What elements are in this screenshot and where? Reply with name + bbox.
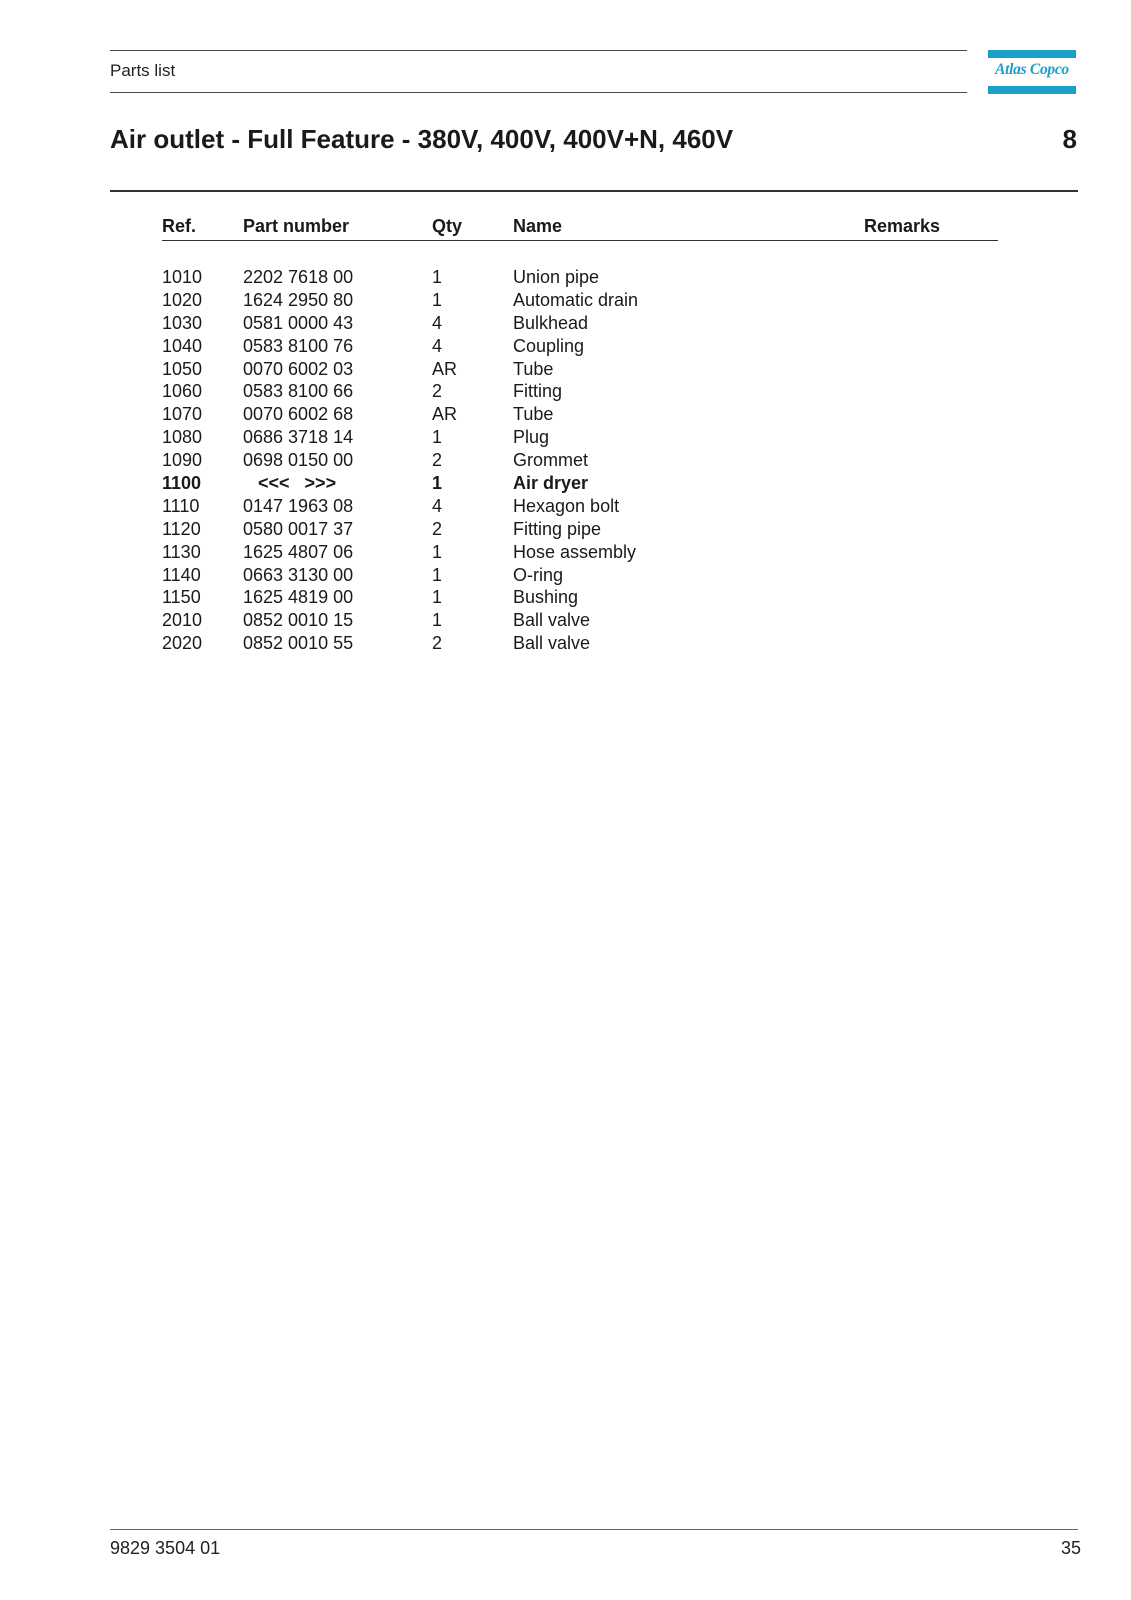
table-row xyxy=(0,449,1131,472)
cell-qty: 2 xyxy=(432,518,443,539)
table-row xyxy=(0,586,1131,609)
table-row xyxy=(0,312,1131,335)
cell-name: Bulkhead xyxy=(513,312,589,333)
cell-name: Automatic drain xyxy=(513,289,639,310)
cell-qty: 4 xyxy=(432,495,443,516)
cell-name: Fitting xyxy=(513,381,563,402)
cell-part-number: 1625 4819 00 xyxy=(243,587,354,608)
cell-ref: 1100 xyxy=(162,473,202,494)
header-bottom-rule xyxy=(110,92,967,93)
table-row xyxy=(0,472,1131,495)
cell-ref: 1090 xyxy=(162,450,203,471)
cell-qty: 1 xyxy=(432,427,443,448)
cell-qty: 2 xyxy=(432,381,443,402)
cell-name: Bushing xyxy=(513,587,579,608)
cell-name: Ball valve xyxy=(513,610,591,631)
cell-name: Coupling xyxy=(513,335,585,356)
document-number: 9829 3504 01 xyxy=(110,1538,221,1558)
cell-part-number: 2202 7618 00 xyxy=(243,267,354,287)
cell-part-number: 1624 2950 80 xyxy=(243,289,354,310)
cell-ref: 1110 xyxy=(162,495,200,516)
cell-qty: 1 xyxy=(432,541,443,562)
logo-top-bar xyxy=(988,50,1076,58)
cell-ref: 1030 xyxy=(162,312,203,333)
header-remarks: Remarks xyxy=(864,216,941,236)
footer-rule xyxy=(110,1529,1078,1530)
header-name: Name xyxy=(513,216,563,236)
cell-ref: 1130 xyxy=(162,541,201,562)
cell-ref: 1060 xyxy=(162,381,203,402)
cell-qty: 1 xyxy=(432,267,443,287)
cell-qty: 2 xyxy=(432,450,443,471)
page-number: 35 xyxy=(1060,1538,1081,1558)
cell-name: Grommet xyxy=(513,450,589,471)
cell-part-number: <<< >>> xyxy=(243,473,337,494)
cell-qty: AR xyxy=(432,358,458,379)
atlas-copco-logo xyxy=(988,50,1076,94)
table-row xyxy=(0,495,1131,518)
cell-ref: 1070 xyxy=(162,404,203,425)
header-ref: Ref. xyxy=(162,216,197,236)
cell-ref: 1120 xyxy=(162,518,201,539)
table-row xyxy=(0,609,1131,632)
cell-name: Air dryer xyxy=(513,473,589,494)
table-row xyxy=(0,541,1131,564)
table-header xyxy=(0,216,1131,242)
table-row xyxy=(0,403,1131,426)
cell-qty: 1 xyxy=(432,587,443,608)
table-header-rule xyxy=(162,240,998,241)
cell-part-number: 0583 8100 66 xyxy=(243,381,354,402)
cell-ref: 1020 xyxy=(162,289,203,310)
table-row xyxy=(0,266,1131,289)
cell-name: Hose assembly xyxy=(513,541,637,562)
table-row xyxy=(0,358,1131,381)
table-row xyxy=(0,380,1131,403)
section-label: Parts list xyxy=(110,61,176,80)
table-row xyxy=(0,426,1131,449)
cell-name: Hexagon bolt xyxy=(513,495,620,516)
chapter-number: 8 xyxy=(1062,124,1077,154)
cell-part-number: 0147 1963 08 xyxy=(243,495,354,516)
cell-name: Tube xyxy=(513,404,554,425)
cell-qty: 4 xyxy=(432,335,443,356)
header-qty: Qty xyxy=(432,216,463,236)
table-row xyxy=(0,518,1131,541)
cell-part-number: 0070 6002 03 xyxy=(243,358,354,379)
header-part-number: Part number xyxy=(243,216,350,236)
cell-name: Plug xyxy=(513,427,550,448)
cell-part-number: 0686 3718 14 xyxy=(243,427,354,448)
cell-qty: 1 xyxy=(432,473,443,494)
cell-ref: 2010 xyxy=(162,610,203,631)
cell-qty: 1 xyxy=(432,610,443,631)
cell-ref: 1050 xyxy=(162,358,203,379)
cell-ref: 1010 xyxy=(162,267,203,287)
cell-ref: 1150 xyxy=(162,587,201,608)
cell-qty: 1 xyxy=(432,289,443,310)
parts-table-body xyxy=(0,266,1131,655)
logo-wordmark: Atlas Copco xyxy=(995,61,1069,78)
cell-name: O-ring xyxy=(513,564,564,585)
cell-ref: 1040 xyxy=(162,335,203,356)
cell-part-number: 1625 4807 06 xyxy=(243,541,354,562)
cell-part-number: 0583 8100 76 xyxy=(243,335,354,356)
cell-part-number: 0580 0017 37 xyxy=(243,518,354,539)
cell-part-number: 0852 0010 55 xyxy=(243,633,354,654)
title-rule xyxy=(110,190,1078,192)
cell-qty: 4 xyxy=(432,312,443,333)
table-row xyxy=(0,335,1131,358)
table-row xyxy=(0,632,1131,655)
cell-ref: 2020 xyxy=(162,633,203,654)
cell-ref: 1080 xyxy=(162,427,203,448)
cell-part-number: 0581 0000 43 xyxy=(243,312,354,333)
page-title: Air outlet - Full Feature - 380V, 400V, 400V+N, 460V xyxy=(110,124,734,154)
cell-ref: 1140 xyxy=(162,564,201,585)
header-top-rule xyxy=(110,50,967,51)
cell-part-number: 0663 3130 00 xyxy=(243,564,354,585)
cell-name: Union pipe xyxy=(513,267,600,287)
cell-name: Ball valve xyxy=(513,633,591,654)
cell-qty: 2 xyxy=(432,633,443,654)
table-row xyxy=(0,564,1131,587)
logo-bottom-bar xyxy=(988,86,1076,94)
cell-part-number: 0852 0010 15 xyxy=(243,610,354,631)
table-row xyxy=(0,289,1131,312)
cell-name: Fitting pipe xyxy=(513,518,602,539)
cell-name: Tube xyxy=(513,358,554,379)
cell-qty: 1 xyxy=(432,564,443,585)
cell-part-number: 0698 0150 00 xyxy=(243,450,354,471)
cell-qty: AR xyxy=(432,404,458,425)
cell-part-number: 0070 6002 68 xyxy=(243,404,354,425)
